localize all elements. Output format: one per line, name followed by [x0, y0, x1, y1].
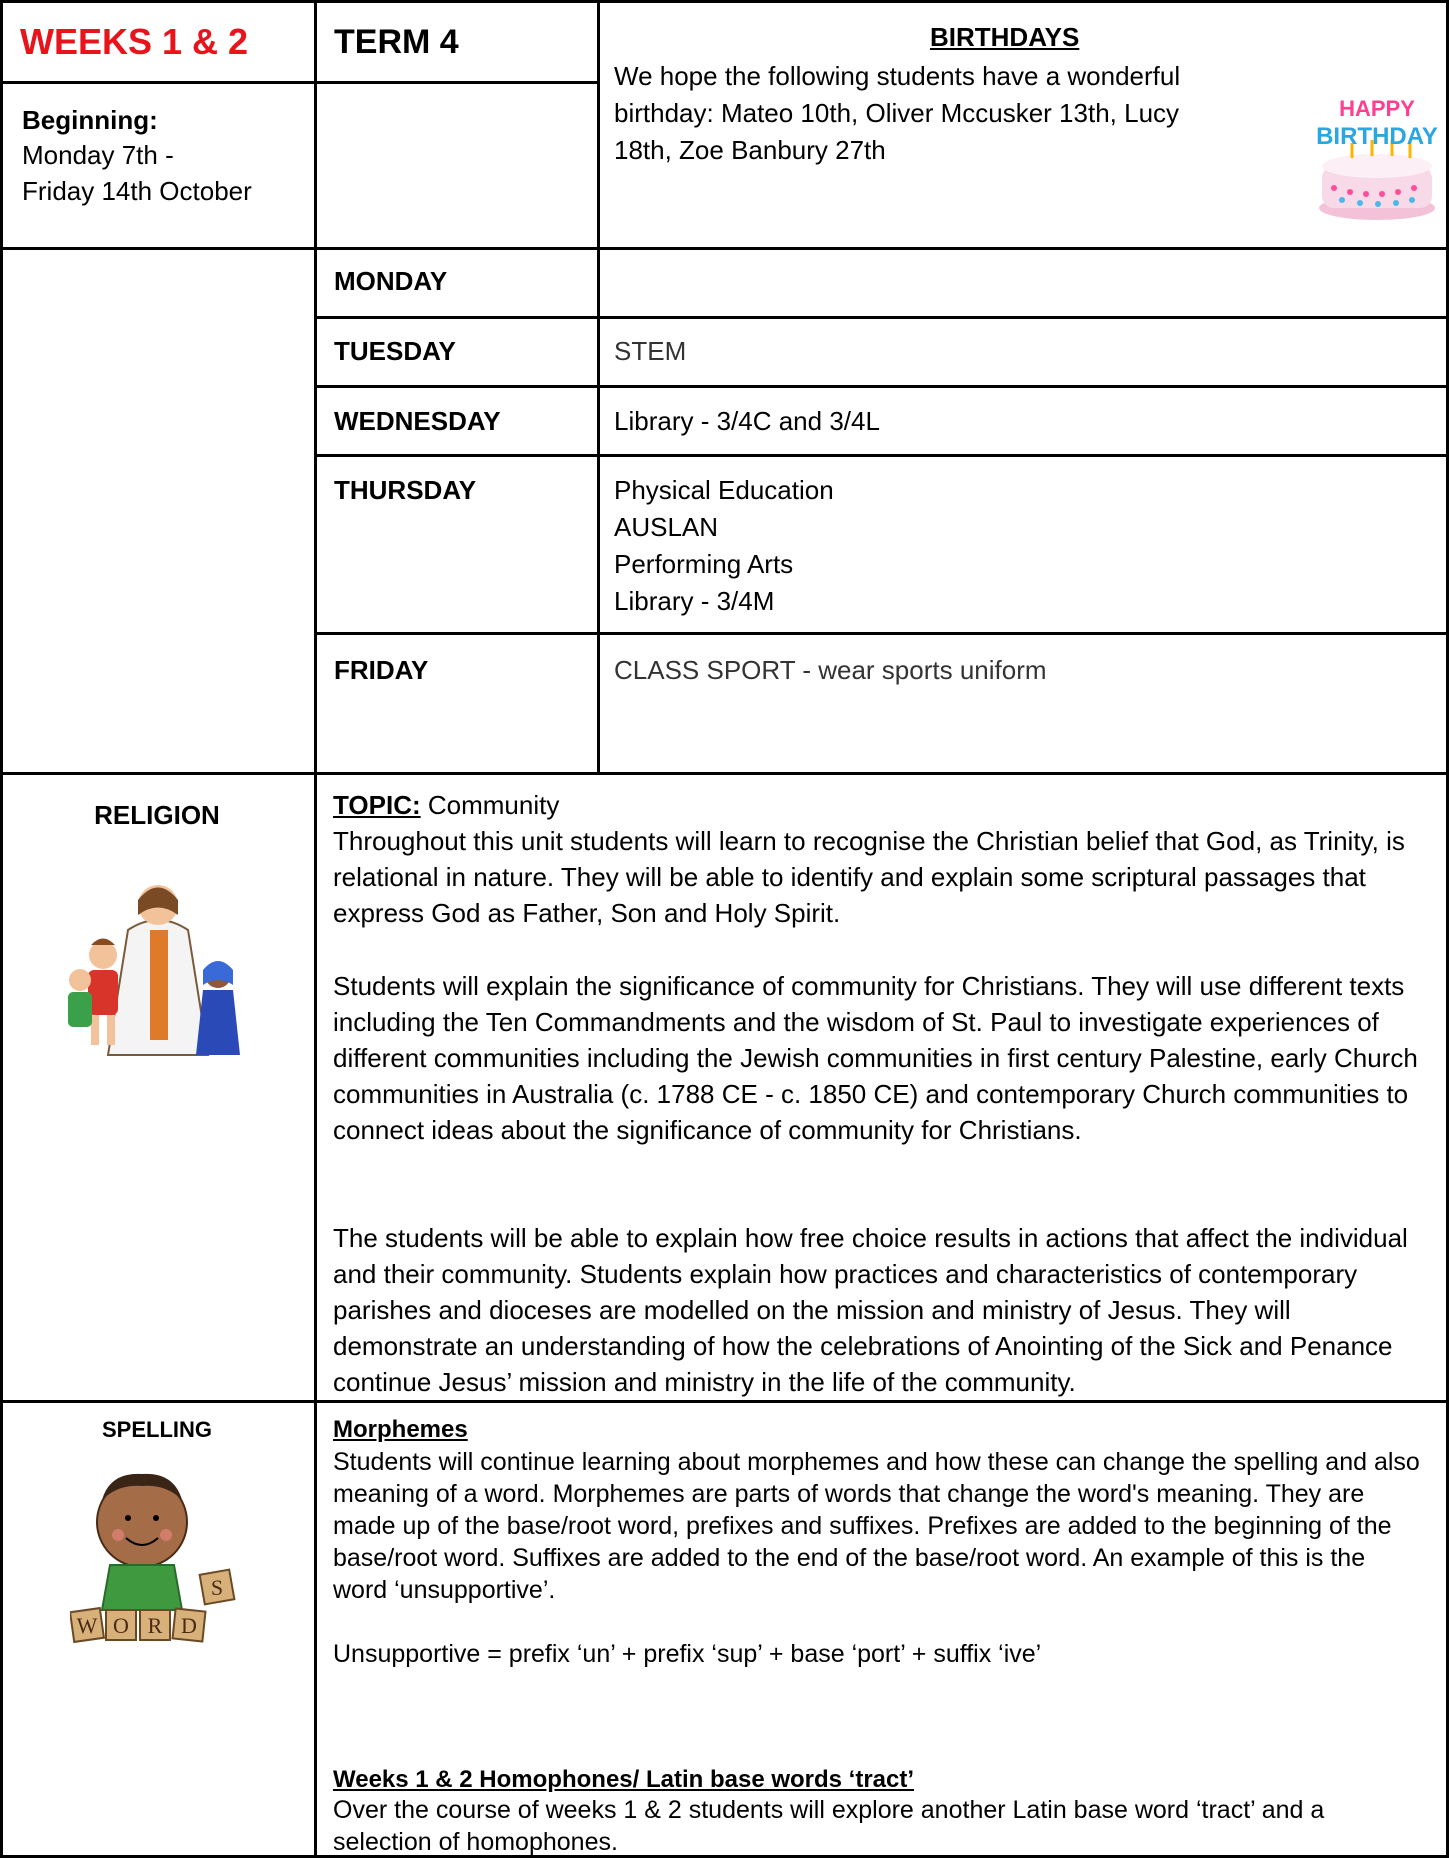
- spelling-heading: SPELLING: [101, 1417, 212, 1442]
- svg-text:R: R: [147, 1613, 163, 1638]
- birthdays-title: BIRTHDAYS: [930, 22, 1080, 52]
- morphemes-title: Morphemes: [333, 1416, 468, 1443]
- religion-illustration: [58, 870, 258, 1060]
- homophones-text: Over the course of weeks 1 & 2 students will explore another Latin base word ‘tract’ and a selection of homophones.: [333, 1796, 1325, 1856]
- grid-line: [0, 1400, 1449, 1403]
- birthdays-text: We hope the following students have a wonderful birthday: Mateo 10th, Oliver Mccusker 13th, Lucy 18th, Zoe Banbury 27th: [614, 61, 1181, 165]
- tile-w: W: [76, 1613, 98, 1638]
- dates-line-1: Monday 7th -: [22, 140, 174, 170]
- topic-value: Community: [427, 790, 560, 820]
- grid-line: [314, 385, 1449, 388]
- svg-text:BIRTHDAY: BIRTHDAY: [1316, 123, 1438, 150]
- religion-topic-line: [333, 790, 559, 821]
- svg-text:D: D: [181, 1613, 197, 1638]
- tuesday-activity: STEM: [614, 336, 687, 366]
- religion-paragraph-1: Throughout this unit students will learn to recognise the Christian belief that God, as Trinity, is relational in nature. They will be able to identify and explain some scriptural passages that express God as Father, Son and Holy Spirit.: [333, 826, 1405, 928]
- svg-text:S: S: [210, 1575, 224, 1600]
- morphemes-text: Students will continue learning about morphemes and how these can change the spelling and also meaning of a word. Morphemes are parts of words that change the word's meaning. They are made up of the base/root word, prefixes and suffixes. Prefixes are added to the beginning of the base/root word. Suffixes are added to the end of the base/root word. An example of this is the word ‘unsupportive’.: [333, 1448, 1420, 1604]
- svg-text:HAPPY: HAPPY: [1339, 96, 1415, 121]
- spelling-illustration: [70, 1460, 250, 1650]
- grid-line: [0, 247, 1449, 250]
- thursday-activity-4: Library - 3/4M: [614, 586, 775, 616]
- morphemes-example: Unsupportive = prefix ‘un’ + prefix ‘sup’ + base ‘port’ + suffix ‘ive’: [333, 1640, 1042, 1668]
- thursday-activity-2: AUSLAN: [614, 512, 719, 542]
- birthday-cake-image: [1312, 88, 1442, 223]
- term-title: TERM 4: [334, 23, 459, 61]
- grid-line: [0, 772, 1449, 775]
- religion-paragraph-2: Students will explain the significance of community for Christians. They will use different texts including the Ten Commandments and the wisdom of St. Paul to investigate experiences of different communities including the Jewish communities in first century Palestine, early Church communities in Australia (c. 1788 CE - c. 1850 CE) and contemporary Church communities to connect ideas about the significance of community for Christians.: [333, 971, 1418, 1145]
- grid-line: [314, 0, 317, 1858]
- day-thursday: THURSDAY: [334, 475, 477, 505]
- friday-activity: CLASS SPORT - wear sports uniform: [614, 655, 1047, 685]
- religion-paragraph-3: The students will be able to explain how free choice results in actions that affect the individual and their community. Students explain how practices and characteristics of contemporary parishes and dioceses are modelled on the mission and ministry of Jesus. They will demonstrate an understanding of how the celebrations of Anointing of the Sick and Penance continue Jesus’ mission and ministry in the life of the community.: [333, 1223, 1408, 1397]
- day-monday: MONDAY: [334, 266, 448, 296]
- day-tuesday: TUESDAY: [334, 336, 456, 366]
- grid-line: [314, 316, 1449, 319]
- beginning-label: Beginning:: [22, 105, 158, 135]
- homophones-title: Weeks 1 & 2 Homophones/ Latin base words ‘tract’: [333, 1766, 915, 1793]
- thursday-activity-1: Physical Education: [614, 475, 834, 505]
- thursday-activity-3: Performing Arts: [614, 549, 794, 579]
- grid-line: [314, 454, 1449, 457]
- topic-label: TOPIC:: [333, 790, 421, 820]
- religion-heading: RELIGION: [94, 800, 220, 830]
- grid-line: [0, 81, 600, 84]
- svg-text:O: O: [113, 1613, 129, 1638]
- dates-line-2: Friday 14th October: [22, 176, 252, 206]
- day-wednesday: WEDNESDAY: [334, 406, 501, 436]
- grid-line: [314, 632, 1449, 635]
- day-friday: FRIDAY: [334, 655, 429, 685]
- weeks-title: WEEKS 1 & 2: [20, 21, 249, 62]
- wednesday-activity: Library - 3/4C and 3/4L: [614, 406, 880, 436]
